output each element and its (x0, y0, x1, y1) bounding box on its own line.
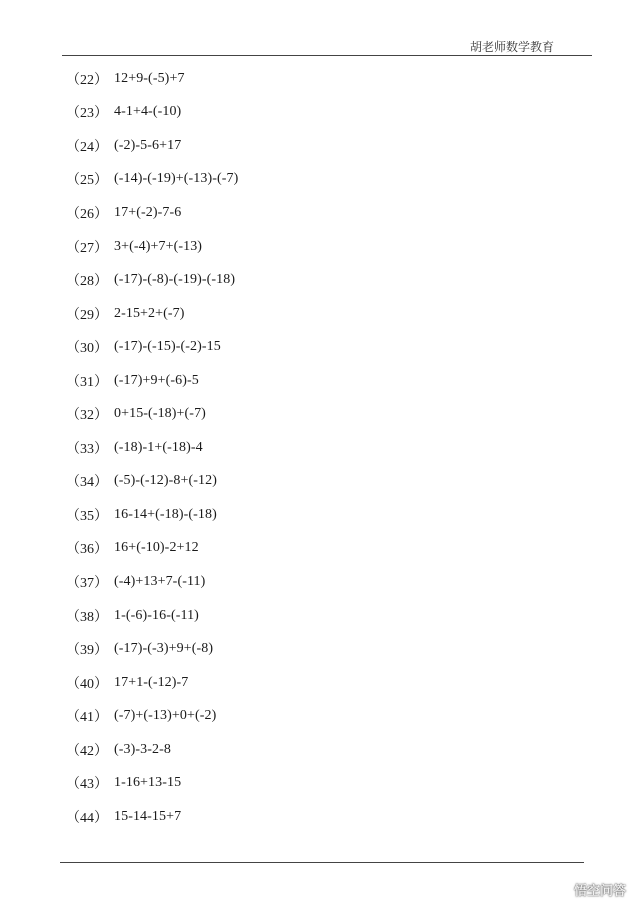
problem-row (66, 397, 238, 431)
problem-expression: 1-(-6)-16-(-11) (114, 607, 199, 623)
problem-number: （30） (66, 341, 108, 357)
problem-expression: 15-14-15+7 (114, 808, 182, 824)
problem-expression: (-2)-5-6+17 (114, 137, 182, 153)
problem-expression: 1-16+13-15 (114, 775, 182, 791)
problem-number: （28） (66, 274, 108, 290)
problem-number: （39） (66, 643, 108, 659)
problem-row (66, 733, 238, 767)
problem-expression: (-17)+9+(-6)-5 (114, 372, 199, 388)
problem-number: （29） (66, 307, 108, 323)
problem-row (66, 129, 238, 163)
watermark (554, 880, 626, 899)
problem-number: （31） (66, 374, 108, 390)
problem-expression: 4-1+4-(-10) (114, 104, 182, 120)
problem-number: （38） (66, 609, 108, 625)
problem-list (66, 62, 238, 834)
problem-number: （25） (66, 173, 108, 189)
problem-number: （43） (66, 777, 108, 793)
problem-number: （26） (66, 206, 108, 222)
watermark-text: 悟空问答 (573, 884, 626, 899)
footer-divider (60, 862, 584, 863)
problem-number: （34） (66, 475, 108, 491)
problem-row (66, 297, 238, 331)
problem-number: （32） (66, 408, 108, 424)
problem-row (66, 766, 238, 800)
header-divider (62, 55, 592, 56)
problem-expression: (-14)-(-19)+(-13)-(-7) (114, 171, 239, 187)
problem-expression: (-17)-(-8)-(-19)-(-18) (114, 272, 236, 288)
problem-number: （22） (66, 72, 108, 88)
problem-expression: (-3)-3-2-8 (114, 741, 171, 757)
problem-number: （42） (66, 743, 108, 759)
problem-number: （41） (66, 710, 108, 726)
wukong-logo-icon (554, 882, 570, 898)
problem-row (66, 230, 238, 264)
problem-expression: 16+(-10)-2+12 (114, 540, 199, 556)
problem-expression: (-18)-1+(-18)-4 (114, 439, 203, 455)
problem-row (66, 800, 238, 834)
problem-expression: 2-15+2+(-7) (114, 305, 185, 321)
problem-number: （27） (66, 240, 108, 256)
problem-row (66, 532, 238, 566)
problem-number: （35） (66, 508, 108, 524)
problem-expression: (-17)-(-3)+9+(-8) (114, 641, 214, 657)
problem-expression: (-4)+13+7-(-11) (114, 573, 206, 589)
problem-row (66, 699, 238, 733)
problem-expression: 12+9-(-5)+7 (114, 70, 185, 86)
problem-row (66, 498, 238, 532)
problem-row (66, 632, 238, 666)
problem-number: （24） (66, 139, 108, 155)
problem-row (66, 465, 238, 499)
problem-row (66, 599, 238, 633)
problem-row (66, 263, 238, 297)
problem-row (66, 330, 238, 364)
problem-row (66, 431, 238, 465)
problem-expression: 0+15-(-18)+(-7) (114, 406, 206, 422)
problem-expression: (-7)+(-13)+0+(-2) (114, 708, 217, 724)
problem-row (66, 163, 238, 197)
problem-row (66, 96, 238, 130)
problem-number: （23） (66, 106, 108, 122)
problem-expression: 16-14+(-18)-(-18) (114, 506, 217, 522)
problem-number: （36） (66, 542, 108, 558)
page-header-title: 胡老师数学教育 (469, 40, 554, 54)
problem-number: （40） (66, 676, 108, 692)
problem-expression: (-5)-(-12)-8+(-12) (114, 473, 217, 489)
problem-row (66, 364, 238, 398)
problem-row (66, 196, 238, 230)
problem-expression: (-17)-(-15)-(-2)-15 (114, 339, 221, 355)
problem-expression: 17+(-2)-7-6 (114, 204, 182, 220)
problem-number: （44） (66, 810, 108, 826)
problem-row (66, 62, 238, 96)
problem-expression: 3+(-4)+7+(-13) (114, 238, 203, 254)
problem-row (66, 666, 238, 700)
problem-number: （37） (66, 575, 108, 591)
problem-expression: 17+1-(-12)-7 (114, 674, 189, 690)
problem-row (66, 565, 238, 599)
problem-number: （33） (66, 441, 108, 457)
